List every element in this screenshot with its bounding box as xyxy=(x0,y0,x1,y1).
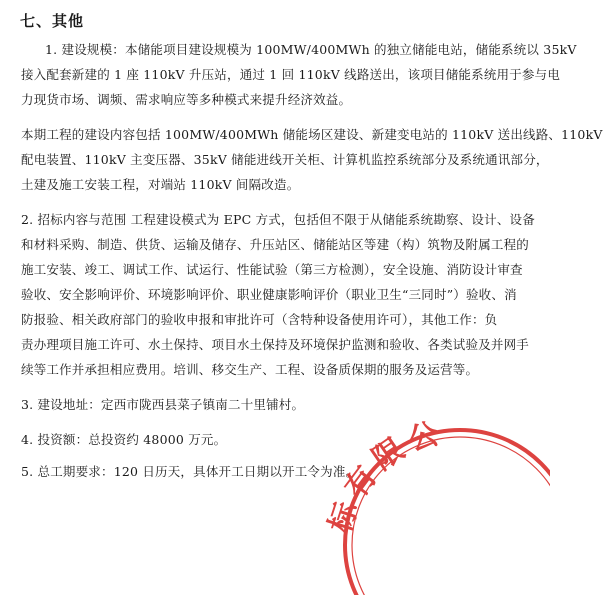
section-heading: 七、其他 xyxy=(20,12,85,30)
paragraph-line: 2. 招标内容与范围 工程建设模式为 EPC 方式，包括但不限于从储能系统勘察、设计、设备 xyxy=(21,212,535,227)
paragraph-line: 本期工程的建设内容包括 100MW/400MWh 储能场区建设、新建变电站的 110kV 送出线路、110kV xyxy=(21,127,603,142)
company-seal-stamp xyxy=(320,395,550,595)
paragraph-line: 责办理项目施工许可、水土保持、项目水土保持及环境保护监测和验收、各类试验及并网手 xyxy=(21,337,530,352)
paragraph-line: 续等工作并承担相应费用。培训、移交生产、工程、设备质保期的服务及运营等。 xyxy=(21,362,479,377)
paragraph-line: 和材料采购、制造、供货、运输及储存、升压站区、储能站区等建（构）筑物及附属工程的 xyxy=(21,237,530,252)
paragraph-line: 验收、安全影响评价、环境影响评价、职业健康影响评价（职业卫生“三同时”）验收、消 xyxy=(21,287,517,302)
seal-text: 标有限公 xyxy=(322,414,449,538)
paragraph-line: 防报验、相关政府部门的验收申报和审批许可（含特种设备使用许可），其他工作：负 xyxy=(21,312,498,327)
paragraph-line: 3. 建设地址：定西市陇西县菜子镇南二十里铺村。 xyxy=(21,397,305,412)
paragraph-line: 5. 总工期要求：120 日历天，具体开工日期以开工令为准。 xyxy=(21,464,359,479)
paragraph-line: 力现货市场、调频、需求响应等多种模式来提升经济效益。 xyxy=(21,92,352,107)
paragraph-line: 接入配套新建的 1 座 110kV 升压站，通过 1 回 110kV 线路送出，该项目储能系统用于参与电 xyxy=(21,67,561,82)
paragraph-line: 土建及施工安装工程，对端站 110kV 间隔改造。 xyxy=(21,177,300,192)
paragraph-line: 配电装置、110kV 主变压器、35kV 储能进线开关柜、计算机监控系统部分及系统通讯部分， xyxy=(21,152,549,167)
paragraph-line: 施工安装、竣工、调试工作、试运行、性能试验（第三方检测），安全设施、消防设计审查 xyxy=(21,262,523,277)
paragraph-line: 4. 投资额：总投资约 48000 万元。 xyxy=(21,432,227,447)
paragraph-line: 1. 建设规模：本储能项目建设规模为 100MW/400MWh 的独立储能电站，储能系统以 35kV xyxy=(45,42,577,57)
